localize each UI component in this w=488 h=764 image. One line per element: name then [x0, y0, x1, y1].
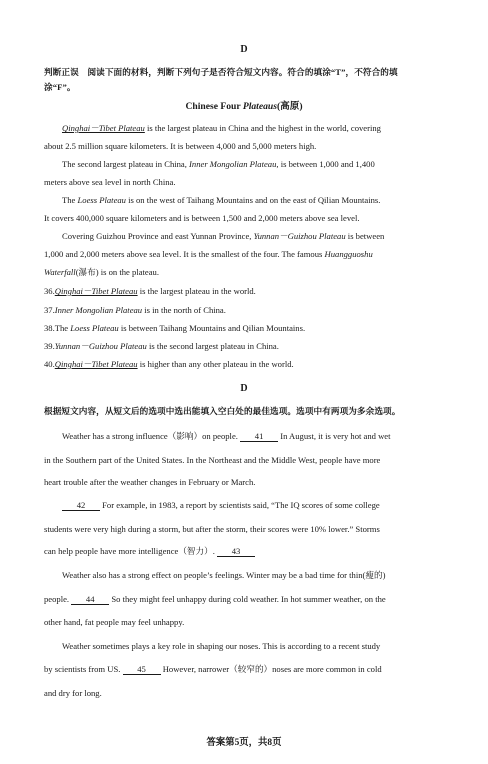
- passage-title: Chinese Four Plateaus(高原): [185, 101, 303, 112]
- paragraph-1-line-2: about 2.5 million square kilometers. It is between 4,000 and 5,000 meters high.: [44, 141, 317, 151]
- cloze-line-8: people. 44 So they might feel unhappy during cold weather. In hot summer weather, on the: [44, 594, 386, 604]
- question-39: 39.Yunnan－Guizhou Plateau is the second largest plateau in China.: [44, 341, 279, 351]
- cloze-line-11: by scientists from US. 45 However, narrower（较窄的）noses are more common in cold: [44, 664, 382, 674]
- paragraph-2-line-1: The second largest plateau in China, Inner Mongolian Plateau, is between 1,000 and 1,400: [62, 159, 375, 169]
- instruction-line-2: 涂“F”。: [44, 82, 76, 92]
- blank-45: 45: [123, 664, 161, 675]
- question-38: 38.The Loess Plateau is between Taihang Mountains and Qilian Mountains.: [44, 323, 306, 333]
- cloze-line-7: Weather also has a strong effect on people’s feelings. Winter may be a bad time for thin(瘦的): [62, 570, 386, 580]
- page-footer: 答案第5页，共8页: [206, 738, 282, 748]
- question-37: 37.Inner Mongolian Plateau is in the north of China.: [44, 305, 226, 315]
- paragraph-4-line-1: Covering Guizhou Province and east Yunnan Province, Yunnan－Guizhou Plateau is between: [62, 231, 385, 241]
- blank-44: 44: [71, 594, 109, 605]
- blank-42: 42: [62, 500, 100, 511]
- cloze-line-6: can help people have more intelligence（智力）. 43: [44, 546, 255, 557]
- instruction-line-1: 判断正误 阅读下面的材料，判断下列句子是否符合短文内容。符合的填涂“T”，不符合的填: [44, 67, 398, 77]
- cloze-line-4: 42 For example, in 1983, a report by scientists said, “The IQ scores of some college: [62, 500, 380, 511]
- section-heading-d-2: D: [240, 383, 248, 394]
- cloze-line-3: heart trouble after the weather changes in February or March.: [44, 477, 256, 487]
- cloze-line-12: and dry for long.: [44, 688, 102, 698]
- blank-41: 41: [240, 431, 278, 442]
- blank-43: 43: [217, 546, 255, 557]
- cloze-line-2: in the Southern part of the United States. In the Northeast and the Middle West, people have more: [44, 455, 381, 465]
- cloze-line-9: other hand, fat people may feel unhappy.: [44, 617, 185, 627]
- paragraph-4-line-2: 1,000 and 2,000 meters above sea level. It is the smallest of the four. The famous Huangguoshu: [44, 249, 373, 259]
- paragraph-1-line-1: Qinghai－Tibet Plateau is the largest plateau in China and the highest in the world, covering: [62, 123, 381, 133]
- question-36: 36.Qinghai－Tibet Plateau is the largest plateau in the world.: [44, 286, 256, 296]
- paragraph-3-line-1: The Loess Plateau is on the west of Taihang Mountains and on the east of Qilian Mountains.: [62, 195, 381, 205]
- cloze-line-1: Weather has a strong influence（影响）on people. 41 In August, it is very hot and wet: [62, 431, 391, 441]
- cloze-line-5: students were very high during a storm, but after the storm, their scores were 10% lower.” Storms: [44, 524, 380, 534]
- cloze-line-10: Weather sometimes plays a key role in shaping our noses. This is according to a recent study: [62, 641, 381, 651]
- paragraph-3-line-2: It covers 400,000 square kilometers and is between 1,500 and 2,000 meters above sea level.: [44, 213, 360, 223]
- paragraph-2-line-2: meters above sea level in north China.: [44, 177, 176, 187]
- question-40: 40.Qinghai－Tibet Plateau is higher than any other plateau in the world.: [44, 359, 294, 369]
- section-heading-d: D: [240, 44, 248, 55]
- paragraph-4-line-3: Waterfall(瀑布) is on the plateau.: [44, 267, 159, 277]
- instruction-cloze: 根据短文内容，从短文后的选项中选出能填入空白处的最佳选项。选项中有两项为多余选项。: [44, 406, 401, 416]
